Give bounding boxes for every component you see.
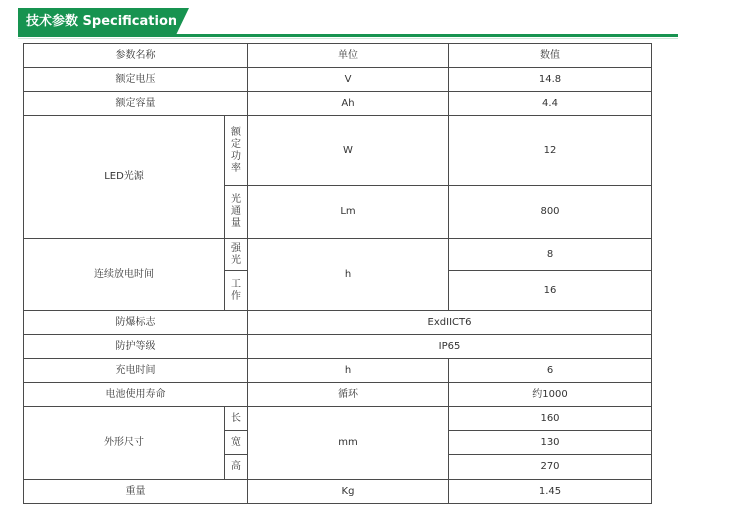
table-row	[24, 311, 652, 335]
row-unit: mm	[248, 407, 449, 480]
row-value: IP65	[248, 335, 652, 359]
row-value: ExdIICT6	[248, 311, 652, 335]
row-unit: 循环	[248, 383, 449, 407]
header-subrule	[18, 38, 678, 39]
row-value: 1.45	[449, 480, 652, 504]
header-rule	[18, 34, 678, 37]
row-name: 额定容量	[24, 92, 248, 116]
row-subname: 高	[225, 455, 248, 480]
row-value: 14.8	[449, 68, 652, 92]
row-unit: V	[248, 68, 449, 92]
row-unit: Kg	[248, 480, 449, 504]
row-unit: h	[248, 239, 449, 311]
row-value: 6	[449, 359, 652, 383]
row-subname: 光 通 量	[225, 186, 248, 239]
section-title: 技术参数 Specifications	[18, 8, 176, 35]
row-unit: h	[248, 359, 449, 383]
row-value: 4.4	[449, 92, 652, 116]
row-name: 外形尺寸	[24, 407, 225, 480]
row-subname: 工 作	[225, 271, 248, 311]
row-name: 电池使用寿命	[24, 383, 248, 407]
table-header-row	[24, 44, 652, 68]
row-name: 额定电压	[24, 68, 248, 92]
col-header-value: 数值	[449, 44, 652, 68]
row-value: 130	[449, 431, 652, 455]
table-row	[24, 92, 652, 116]
section-tab-tip	[176, 8, 189, 35]
table-row	[24, 68, 652, 92]
section-header	[18, 8, 678, 38]
row-value: 16	[449, 271, 652, 311]
row-value: 160	[449, 407, 652, 431]
row-value: 12	[449, 116, 652, 186]
row-value: 约1000	[449, 383, 652, 407]
row-name: 防护等级	[24, 335, 248, 359]
col-header-unit: 单位	[248, 44, 449, 68]
row-unit: Ah	[248, 92, 449, 116]
row-name: 充电时间	[24, 359, 248, 383]
table-row	[24, 116, 652, 186]
row-unit: Lm	[248, 186, 449, 239]
row-value: 270	[449, 455, 652, 480]
row-name: LED光源	[24, 116, 225, 239]
spec-table	[23, 43, 652, 504]
row-name: 重量	[24, 480, 248, 504]
col-header-name: 参数名称	[24, 44, 248, 68]
table-row	[24, 335, 652, 359]
row-subname: 宽	[225, 431, 248, 455]
row-name: 连续放电时间	[24, 239, 225, 311]
row-subname: 额 定 功 率	[225, 116, 248, 186]
table-row	[24, 383, 652, 407]
table-row	[24, 407, 652, 431]
row-subname: 强 光	[225, 239, 248, 271]
row-value: 8	[449, 239, 652, 271]
row-unit: W	[248, 116, 449, 186]
row-name: 防爆标志	[24, 311, 248, 335]
row-value: 800	[449, 186, 652, 239]
row-subname: 长	[225, 407, 248, 431]
table-row	[24, 480, 652, 504]
table-row	[24, 239, 652, 271]
table-row	[24, 359, 652, 383]
